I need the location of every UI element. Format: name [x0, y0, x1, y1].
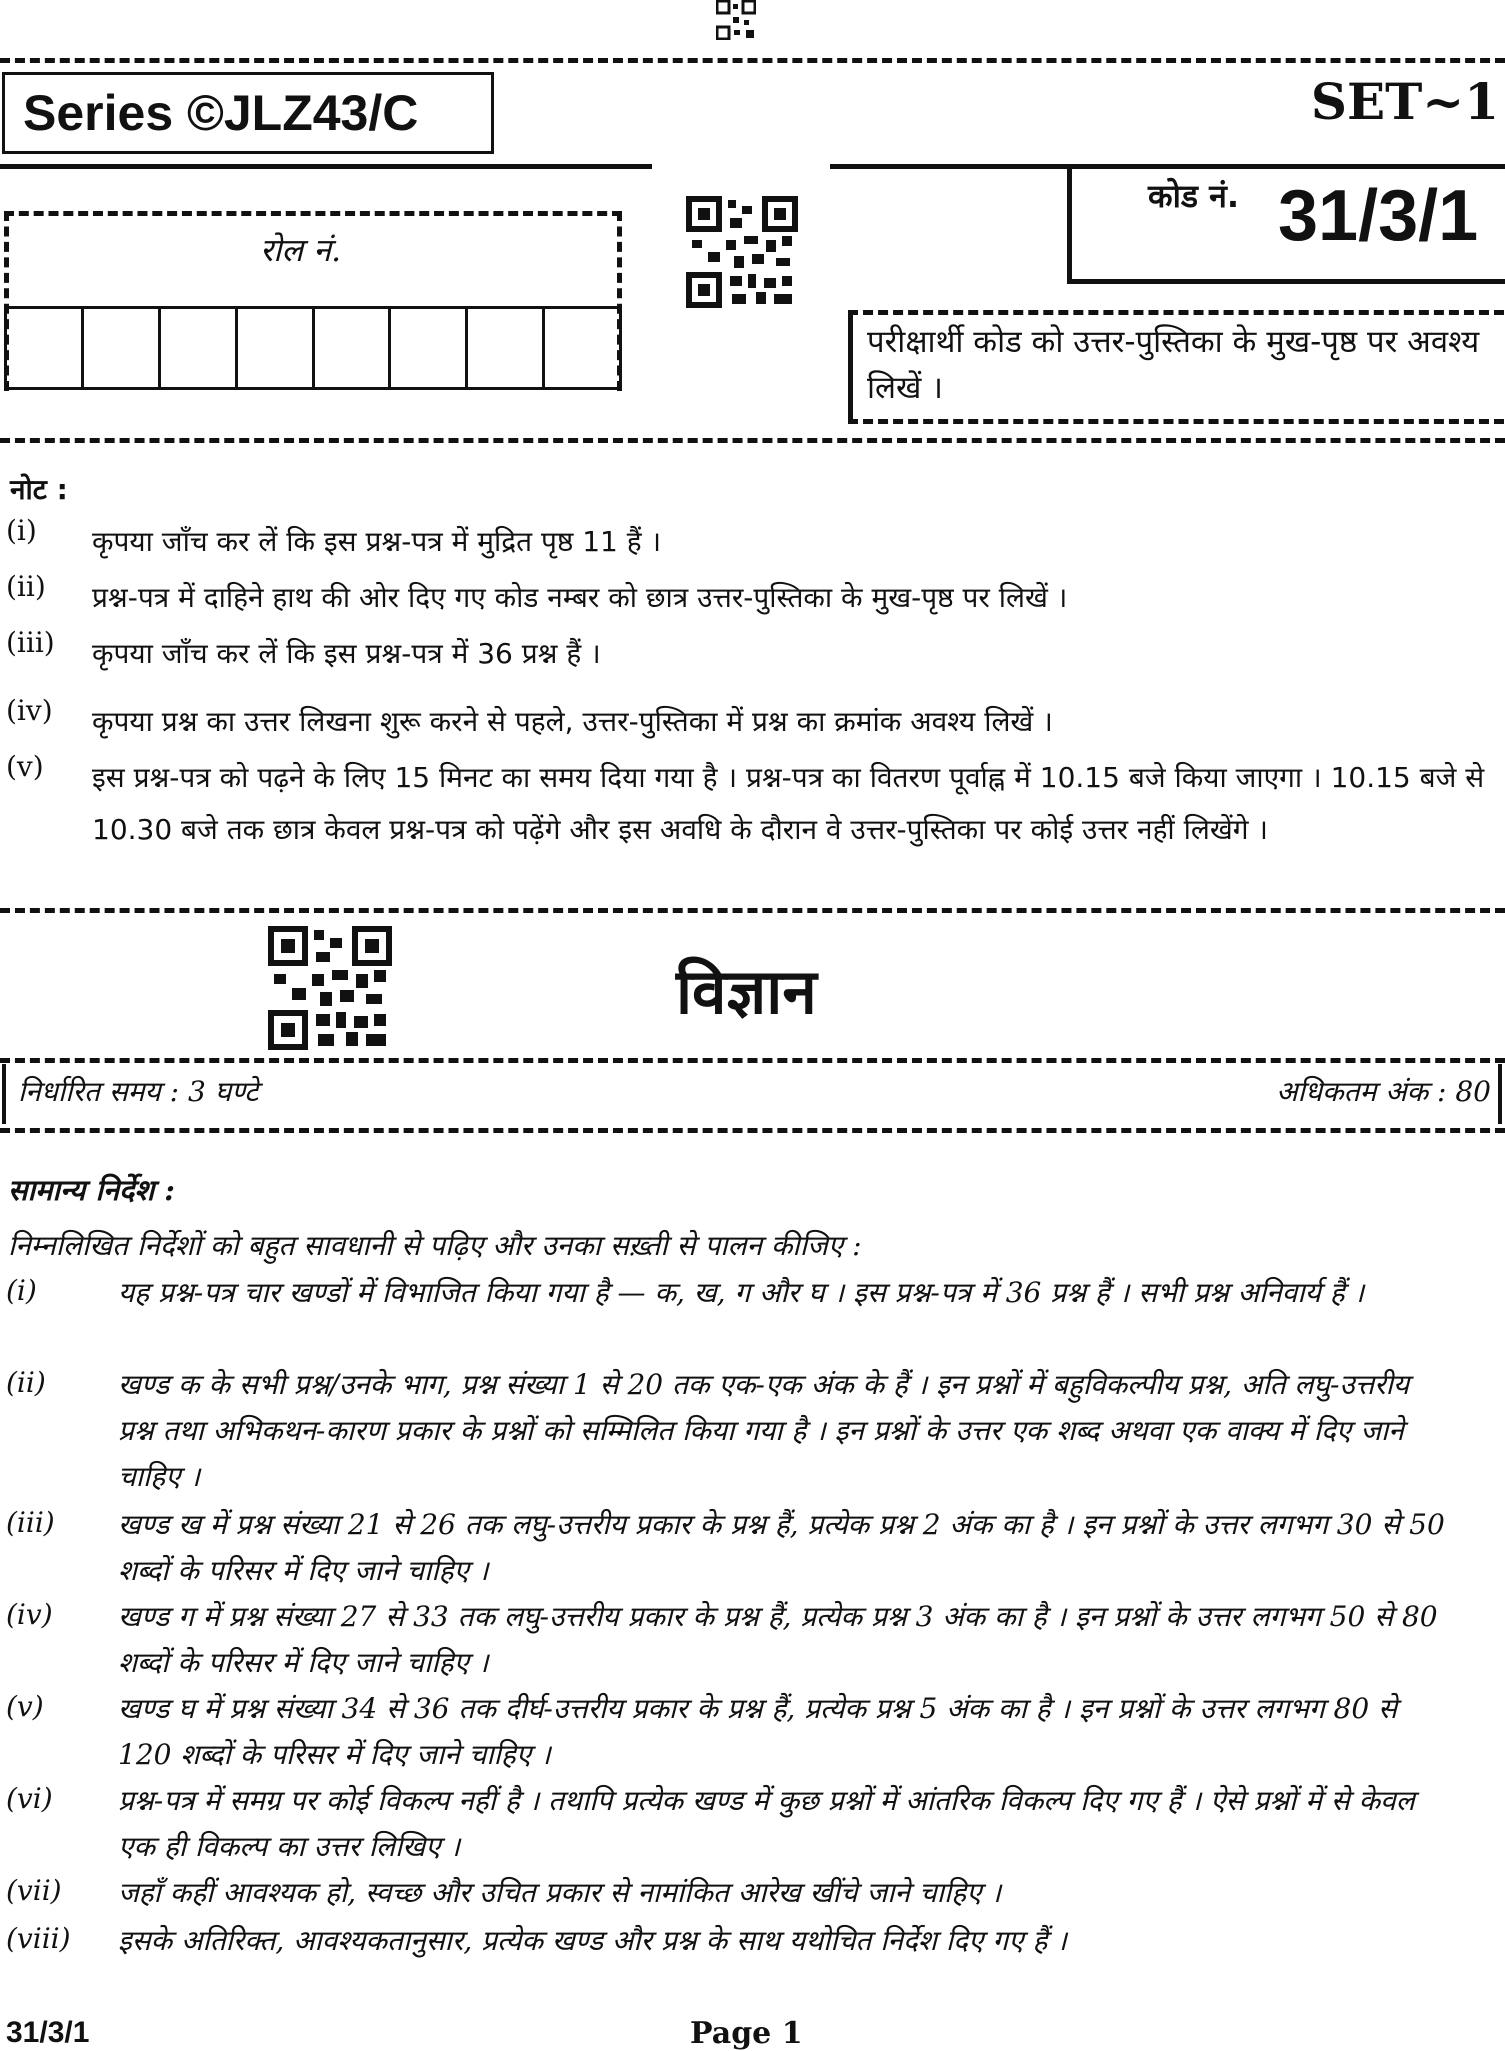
time-allowed: निर्धारित समय : 3 घण्टे	[18, 1075, 259, 1108]
maximum-marks: अधिकतम अंक : 80	[1276, 1075, 1491, 1108]
instruction-text: यह प्रश्न-पत्र चार खण्डों में विभाजित किया गया है — क, ख, ग और घ । इस प्रश्न-पत्र में 36 प्रश्न हैं । सभी प्रश्न अनिवार्य हैं ।	[118, 1276, 1365, 1309]
general-instructions-heading: सामान्य निर्देश :	[8, 1173, 175, 1207]
instruction-number: (v)	[6, 1690, 44, 1723]
instruction-number: (vi)	[6, 1782, 53, 1815]
instruction-text: खण्ड घ में प्रश्न संख्या 34 से 36 तक दीर्घ-उत्तरीय प्रकार के प्रश्न हैं, प्रत्येक प्रश्न 5 अंक का है । इन प्रश्नों के उत्तर लगभग 80 से 120 शब्दों के परिसर में दिए जाने चाहिए ।	[118, 1692, 1398, 1771]
roll-cell[interactable]	[545, 309, 619, 387]
note-number: (v)	[6, 750, 44, 783]
note-text: कृपया जाँच कर लें कि इस प्रश्न-पत्र में 36 प्रश्न हैं ।	[92, 637, 601, 670]
roll-cell[interactable]	[391, 309, 468, 387]
subject-title: विज्ञान	[676, 955, 817, 1028]
note-number: (i)	[6, 514, 37, 547]
code-label: कोड नं.	[1148, 177, 1240, 215]
footer-page: Page 1	[690, 2016, 803, 2051]
time-bottom-rule	[0, 1128, 1505, 1133]
footer-code: 31/3/1	[6, 2016, 90, 2049]
roll-cell[interactable]	[7, 309, 84, 387]
roll-cell[interactable]	[161, 309, 238, 387]
roll-cell[interactable]	[315, 309, 392, 387]
top-dashed-rule	[0, 58, 1505, 63]
instruction-text: खण्ड ख में प्रश्न संख्या 21 से 26 तक लघु-उत्तरीय प्रकार के प्रश्न हैं, प्रत्येक प्रश्न 2 अंक का है । इन प्रश्नों के उत्तर लगभग 30 से 50 शब्दों के परिसर में दिए जाने चाहिए ।	[118, 1508, 1445, 1587]
note-number: (iii)	[6, 626, 55, 659]
roll-number-grid[interactable]	[4, 306, 622, 390]
note-number: (iv)	[6, 694, 53, 727]
instruction-text: जहाँ कहीं आवश्यक हो, स्वच्छ और उचित प्रकार से नामांकित आरेख खींचे जाने चाहिए ।	[118, 1876, 1002, 1909]
time-top-rule	[0, 1058, 1505, 1063]
code-value: 31/3/1	[1278, 176, 1479, 256]
note-number: (ii)	[6, 570, 46, 603]
roll-number-label: रोल नं.	[260, 231, 342, 269]
instruction-text: इसके अतिरिक्त, आवश्यकतानुसार, प्रत्येक खण्ड और प्रश्न के साथ यथोचित निर्देश दिए गए हैं ।	[118, 1924, 1067, 1957]
roll-cell[interactable]	[468, 309, 545, 387]
instruction-number: (iii)	[6, 1506, 55, 1539]
note-text: प्रश्न-पत्र में दाहिने हाथ की ओर दिए गए कोड नम्बर को छात्र उत्तर-पुस्तिका के मुख-पृष्ठ पर लिखें ।	[92, 581, 1068, 614]
notes-heading: नोट :	[10, 473, 68, 506]
notes-top-rule	[0, 438, 1505, 443]
note-text: कृपया जाँच कर लें कि इस प्रश्न-पत्र में मुद्रित पृष्ठ 11 हैं ।	[92, 525, 662, 558]
roll-cell[interactable]	[84, 309, 161, 387]
instruction-text: प्रश्न-पत्र में समग्र पर कोई विकल्प नहीं है । तथापि प्रत्येक खण्ड में कुछ प्रश्नों में आंतरिक विकल्प दिए गए हैं । ऐसे प्रश्नों में से केवल एक ही विकल्प का उत्तर लिखिए ।	[118, 1784, 1415, 1863]
instruction-text: खण्ड क के सभी प्रश्न/उनके भाग, प्रश्न संख्या 1 से 20 तक एक-एक अंक के हैं । इन प्रश्नों में बहुविकल्पीय प्रश्न, अति लघु-उत्तरीय प्रश्न तथा अभिकथन-कारण प्रकार के प्रश्नों को सम्मिलित किया गया है । इन प्रश्नों के उत्तर एक शब्द अथवा एक वाक्य में दिए जाने चाहिए ।	[118, 1368, 1410, 1493]
instruction-number: (vii)	[6, 1874, 62, 1907]
qr-code-subject	[268, 926, 392, 1050]
set-label: SET~1	[1310, 72, 1499, 131]
note-text: इस प्रश्न-पत्र को पढ़ने के लिए 15 मिनट का समय दिया गया है । प्रश्न-पत्र का वितरण पूर्वाह्न में 10.15 बजे किया जाएगा । 10.15 बजे से 10.30 बजे तक छात्र केवल प्रश्न-पत्र को पढ़ेंगे और इस अवधि के दौरान वे उत्तर-पुस्तिका पर कोई उत्तर नहीं लिखेंगे ।	[92, 761, 1485, 846]
series-box	[2, 72, 494, 154]
instruction-number: (ii)	[6, 1366, 46, 1399]
instruction-text: खण्ड ग में प्रश्न संख्या 27 से 33 तक लघु-उत्तरीय प्रकार के प्रश्न हैं, प्रत्येक प्रश्न 3 अंक का है । इन प्रश्नों के उत्तर लगभग 50 से 80 शब्दों के परिसर में दिए जाने चाहिए ।	[118, 1600, 1438, 1679]
instruction-number: (viii)	[6, 1922, 71, 1955]
qr-code-top	[716, 0, 756, 40]
header-rule-left	[0, 164, 652, 169]
instruction-number: (iv)	[6, 1598, 53, 1631]
general-instructions-intro: निम्नलिखित निर्देशों को बहुत सावधानी से पढ़िए और उनका सख़्ती से पालन कीजिए :	[8, 1229, 862, 1262]
instruction-number: (i)	[6, 1274, 37, 1307]
roll-cell[interactable]	[238, 309, 315, 387]
series-label: Series ©JLZ43/C	[23, 85, 419, 141]
candidate-code-notice: परीक्षार्थी कोड को उत्तर-पुस्तिका के मुख-पृष्ठ पर अवश्य लिखें ।	[848, 310, 1504, 424]
note-text: कृपया प्रश्न का उत्तर लिखना शुरू करने से पहले, उत्तर-पुस्तिका में प्रश्न का क्रमांक अवश्य लिखें ।	[92, 705, 1053, 738]
qr-code-header	[686, 196, 798, 308]
notes-bottom-rule	[0, 908, 1505, 913]
